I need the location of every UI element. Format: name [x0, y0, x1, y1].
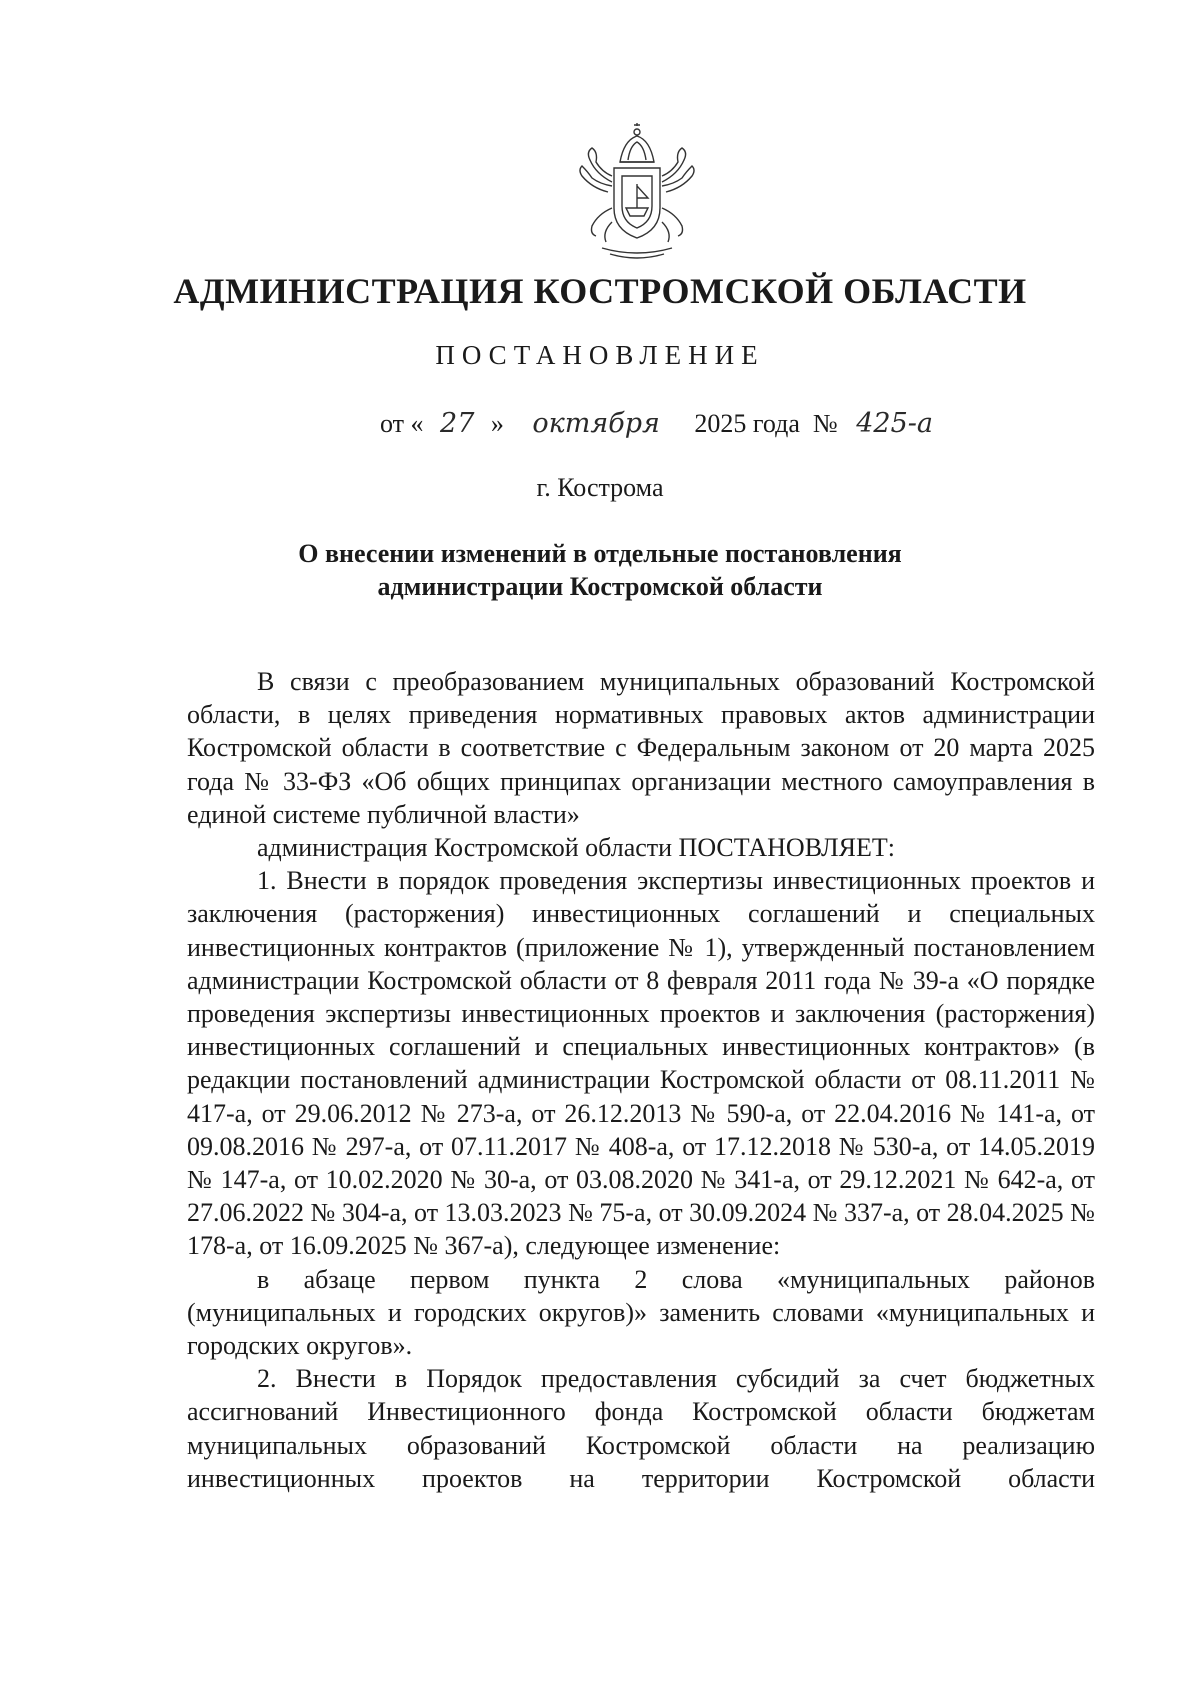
subject-line-1: О внесении изменений в отдельные постановления	[298, 539, 902, 568]
coat-of-arms-icon	[562, 122, 712, 262]
resolves-paragraph: администрация Костромской области ПОСТАНОВЛЯЕТ:	[257, 833, 896, 863]
date-month: октября	[532, 408, 660, 439]
date-day: 27	[440, 408, 475, 439]
item-2-paragraph: 2. Внести в Порядок предоставления субсидий за счет бюджетных ассигнований Инвестиционного фонда Костромской области бюджетам муниципальных образований Костромской области на реализацию инвестиционных проектов на территории Костромской области	[187, 1364, 1095, 1493]
date-line	[380, 408, 1080, 439]
document-type: ПОСТАНОВЛЕНИЕ	[435, 340, 765, 370]
document-number: 425-а	[856, 408, 933, 439]
document-body	[187, 665, 1095, 1495]
date-year: 2025 года №	[694, 409, 838, 438]
date-prefix: от «	[380, 409, 424, 438]
organization-title: АДМИНИСТРАЦИЯ КОСТРОМСКОЙ ОБЛАСТИ	[173, 271, 1027, 311]
city: г. Кострома	[536, 473, 664, 502]
subject-title	[0, 537, 1200, 603]
date-mid: »	[490, 409, 504, 438]
preamble-paragraph: В связи с преобразованием муниципальных образований Костромской области, в целях приведения нормативных правовых актов администрации Костромской области в соответствие с Федеральным законом от 20 марта 2025 года № 33-ФЗ «Об общих принципах организации местного самоуправления в единой системе публичной власти»	[187, 667, 1095, 829]
item-1-paragraph: 1. Внести в порядок проведения экспертизы инвестиционных проектов и заключения (расторжения) инвестиционных соглашений и специальных инвестиционных контрактов (приложение № 1), утвержденный постановлением администрации Костромской области от 8 февраля 2011 года № 39-а «О порядке проведения экспертизы инвестиционных проектов и заключения (расторжения) инвестиционных соглашений и специальных инвестиционных контрактов» (в редакции постановлений администрации Костромской области от 08.11.2011 № 417-а, от 29.06.2012 № 273-а, от 26.12.2013 № 590-а, от 22.04.2016 № 141-а, от 09.08.2016 № 297-а, от 07.11.2017 № 408-а, от 17.12.2018 № 530-а, от 14.05.2019 № 147-а, от 10.02.2020 № 30-а, от 03.08.2020 № 341-а, от 29.12.2021 № 642-а, от 27.06.2022 № 304-а, от 13.03.2023 № 75-а, от 30.09.2024 № 337-а, от 28.04.2025 № 178-а, от 16.09.2025 № 367-а), следующее изменение:	[187, 866, 1095, 1261]
item-1-change-paragraph: в абзаце первом пункта 2 слова «муниципальных районов (муниципальных и городских округов)» заменить словами «муниципальных и городских округов».	[187, 1264, 1095, 1361]
subject-line-2: администрации Костромской области	[377, 572, 823, 601]
